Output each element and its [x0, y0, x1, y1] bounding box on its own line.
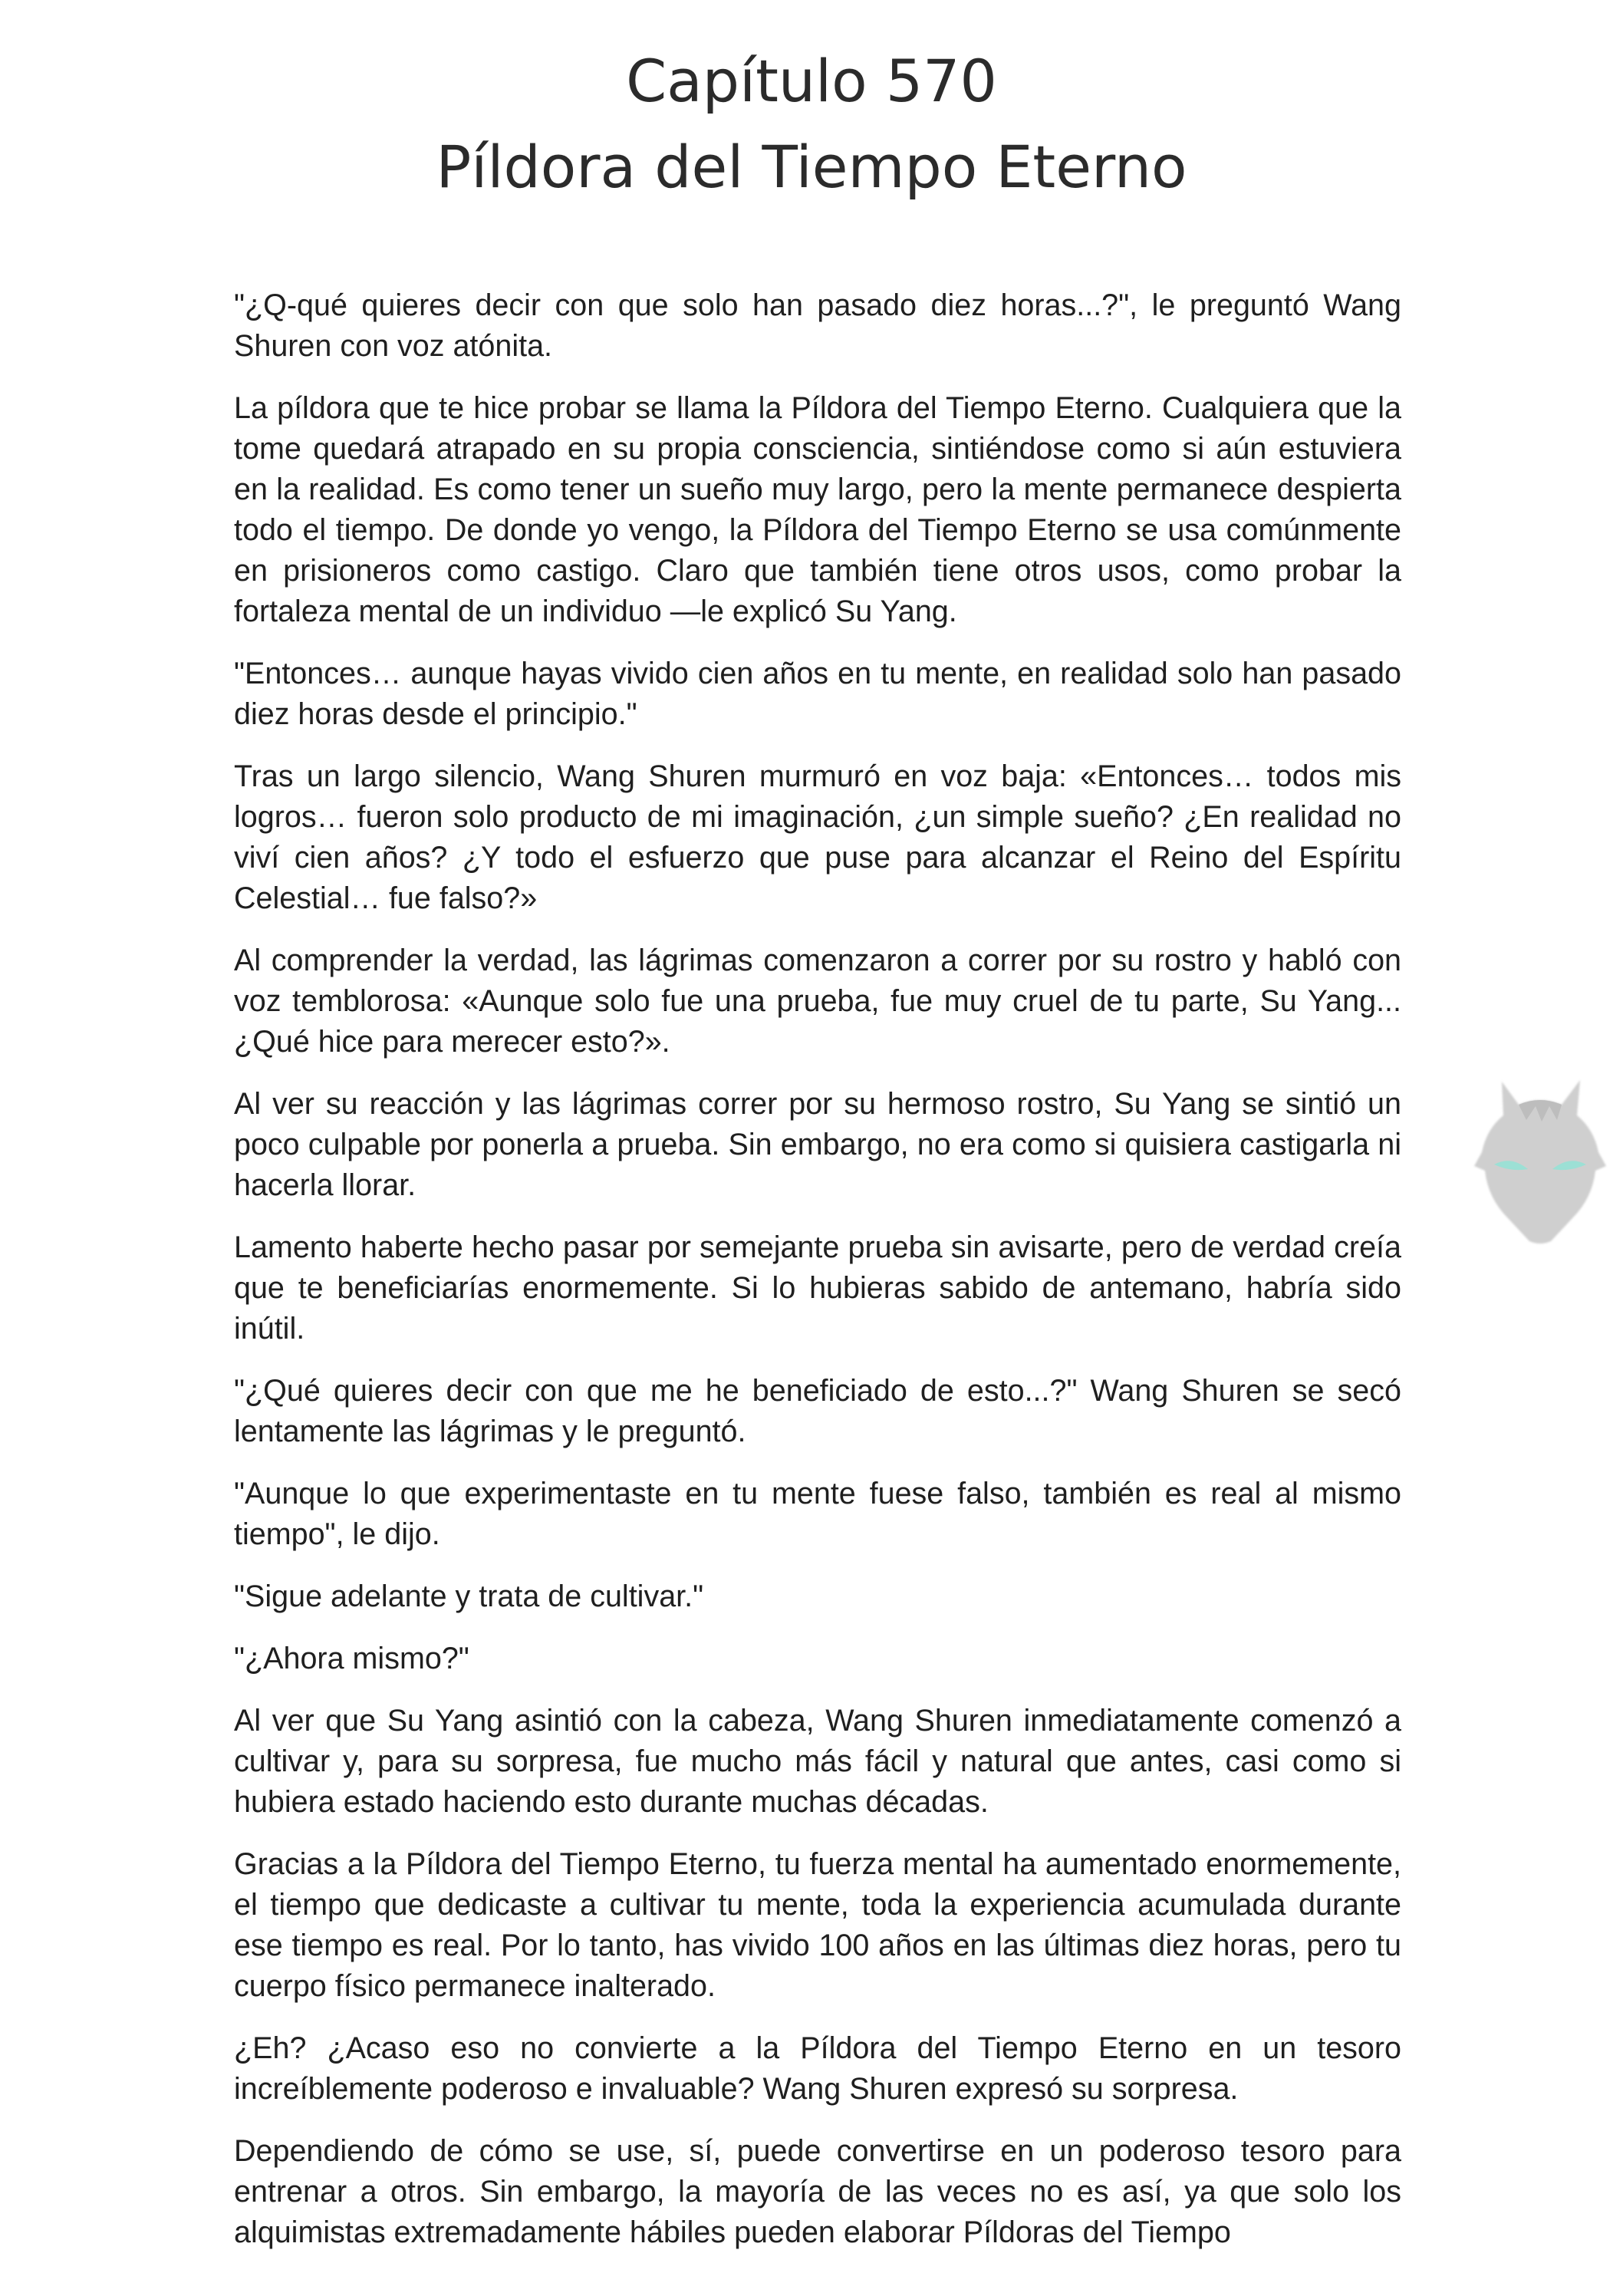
- chapter-body: [234, 285, 1401, 2275]
- chapter-title: Píldora del Tiempo Eterno: [436, 133, 1187, 201]
- paragraph: Tras un largo silencio, Wang Shuren murmuró en voz baja: «Entonces… todos mis logros… fueron solo producto de mi imaginación, ¿un simple sueño? ¿En realidad no viví cien años? ¿Y todo el esfuerzo que puse para alcanzar el Reino del Espíritu Celestial… fue falso?»: [234, 759, 1401, 915]
- paragraph: Al comprender la verdad, las lágrimas comenzaron a correr por su rostro y habló con voz temblorosa: «Aunque solo fue una prueba, fue muy cruel de tu parte, Su Yang... ¿Qué hice para merecer esto?».: [234, 944, 1401, 1059]
- paragraph: "¿Ahora mismo?": [234, 1642, 469, 1675]
- paragraph: La píldora que te hice probar se llama la Píldora del Tiempo Eterno. Cualquiera que la tome quedará atrapado en su propia consciencia, sintiéndose como si aún estuviera en la realidad. Es como tener un sueño muy largo, pero la mente permanece despierta todo el tiempo. De donde yo vengo, la Píldora del Tiempo Eterno se usa comúnmente en prisioneros como castigo. Claro que también tiene otros usos, como probar la fortaleza mental de un individuo —le explicó Su Yang.: [234, 391, 1401, 628]
- paragraph: "Sigue adelante y trata de cultivar.": [234, 1580, 704, 1613]
- paragraph: "Aunque lo que experimentaste en tu mente fuese falso, también es real al mismo tiempo", le dijo.: [234, 1477, 1401, 1551]
- paragraph: "¿Qué quieres decir con que me he beneficiado de esto...?" Wang Shuren se secó lentamente las lágrimas y le preguntó.: [234, 1374, 1401, 1448]
- paragraph: Al ver que Su Yang asintió con la cabeza, Wang Shuren inmediatamente comenzó a cultivar y, para su sorpresa, fue mucho más fácil y natural que antes, casi como si hubiera estado haciendo esto durante muchas décadas.: [234, 1704, 1401, 1819]
- demon-head-logo-icon: [1471, 1076, 1609, 1246]
- paragraph: Dependiendo de cómo se use, sí, puede convertirse en un poderoso tesoro para entrenar a otros. Sin embargo, la mayoría de las veces no es así, ya que solo los alquimistas extremadamente hábiles pueden elaborar Píldoras del Tiempo: [234, 2134, 1401, 2249]
- paragraph: "Entonces… aunque hayas vivido cien años en tu mente, en realidad solo han pasado diez horas desde el principio.": [234, 657, 1401, 731]
- paragraph: Gracias a la Píldora del Tiempo Eterno, tu fuerza mental ha aumentado enormemente, el tiempo que dedicaste a cultivar tu mente, toda la experiencia acumulada durante ese tiempo es real. Por lo tanto, has vivido 100 años en las últimas diez horas, pero tu cuerpo físico permanece inalterado.: [234, 1847, 1401, 2003]
- paragraph: Lamento haberte hecho pasar por semejante prueba sin avisarte, pero de verdad creía que te beneficiarías enormemente. Si lo hubieras sabido de antemano, habría sido inútil.: [234, 1230, 1401, 1346]
- paragraph: Al ver su reacción y las lágrimas correr por su hermoso rostro, Su Yang se sintió un poco culpable por ponerla a prueba. Sin embargo, no era como si quisiera castigarla ni hacerla llorar.: [234, 1087, 1401, 1202]
- chapter-heading: [0, 38, 1623, 210]
- paragraph: "¿Q-qué quieres decir con que solo han pasado diez horas...?", le preguntó Wang Shuren con voz atónita.: [234, 288, 1401, 363]
- paragraph: ¿Eh? ¿Acaso eso no convierte a la Píldora del Tiempo Eterno en un tesoro increíblemente poderoso e invaluable? Wang Shuren expresó su sorpresa.: [234, 2031, 1401, 2106]
- chapter-number: Capítulo 570: [626, 47, 997, 115]
